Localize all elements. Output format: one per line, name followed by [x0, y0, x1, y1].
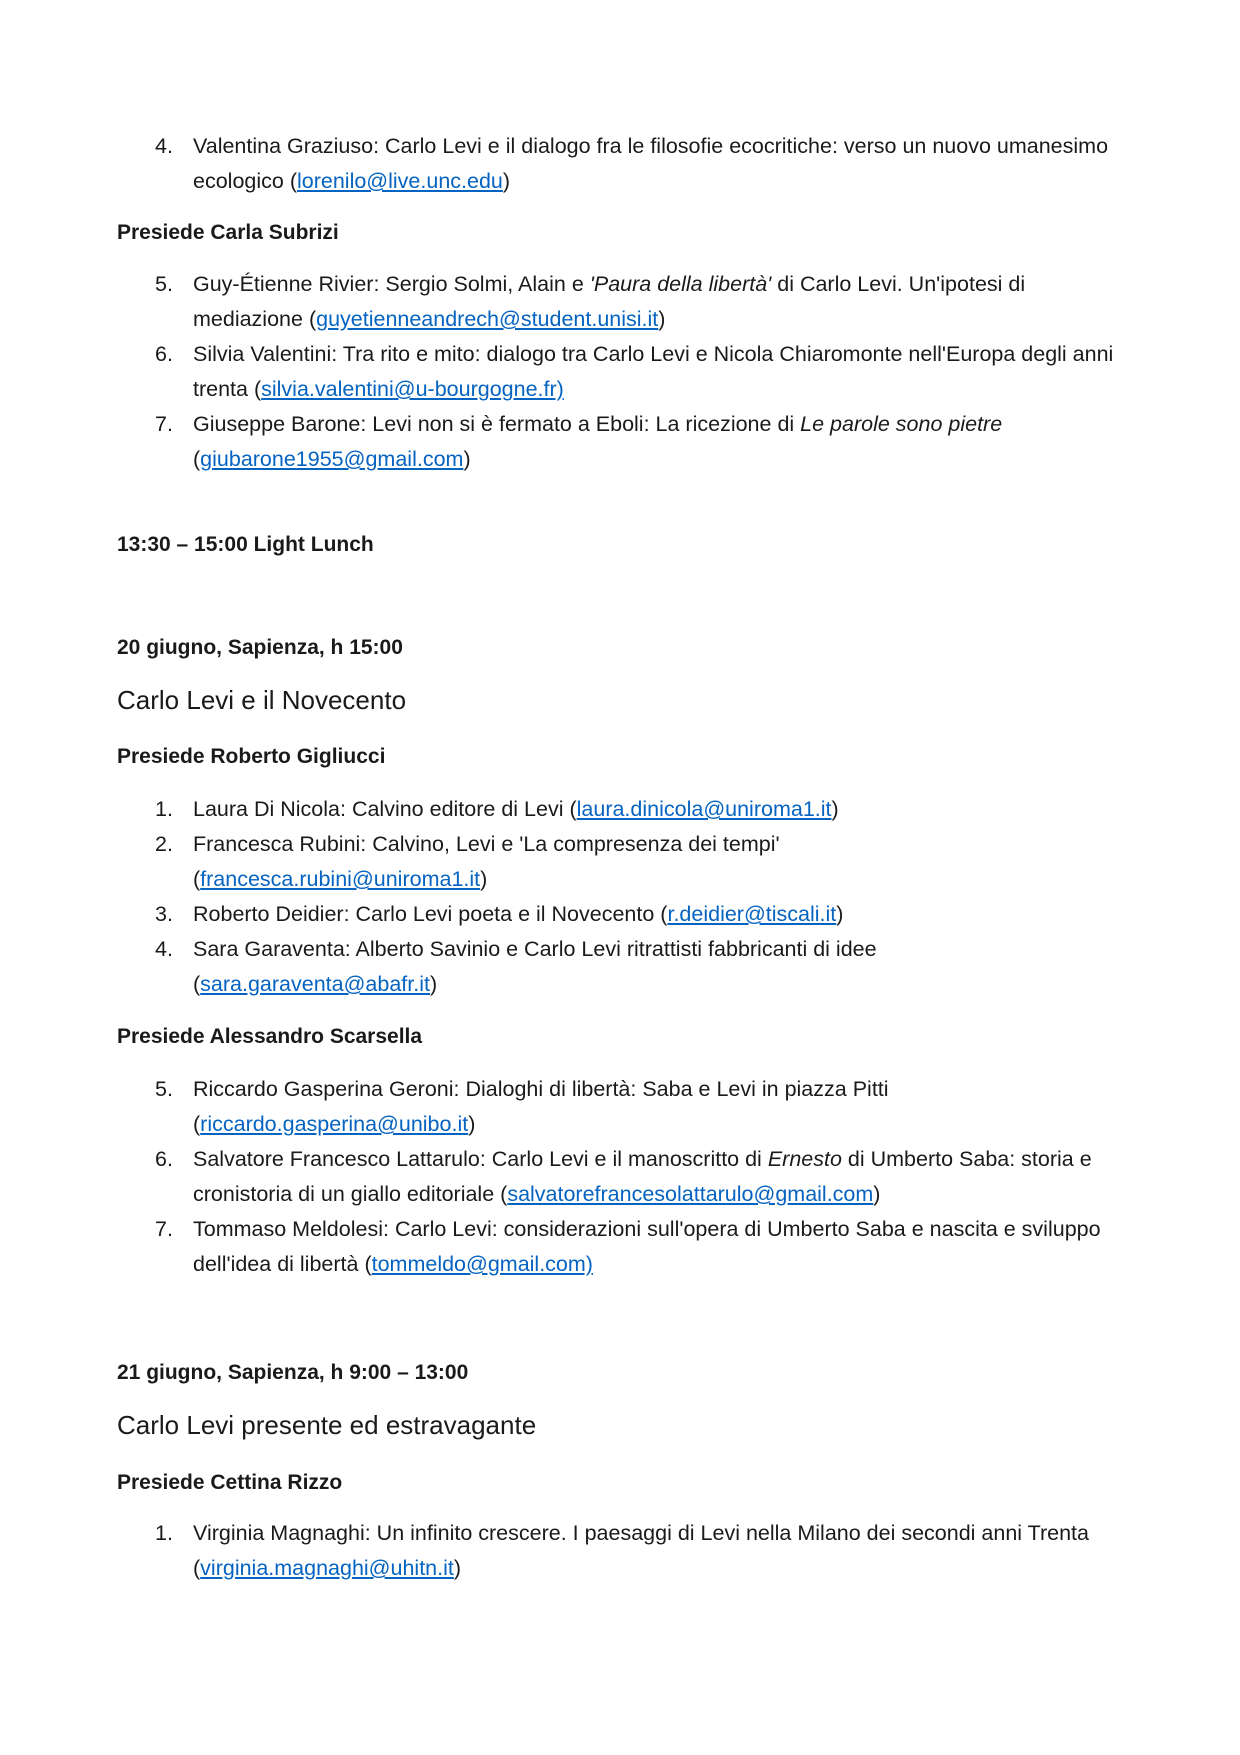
section-timebar	[117, 1359, 1127, 1387]
item-number: 4.	[155, 134, 173, 158]
talk-item: 7. Tommaso Meldolesi: Carlo Levi: considerazioni sull'opera di Umberto Saba e nascita e sviluppo dell'idea di libertà (tommeldo@gmail.com)	[117, 1212, 1127, 1282]
talk-list	[117, 1516, 1127, 1586]
closing-paren: )	[831, 797, 839, 821]
section-title	[117, 683, 1127, 717]
talk-title-text: di Carlo Levi. Un'ipotesi di mediazione	[193, 272, 1026, 331]
item-number: 4.	[155, 937, 173, 961]
talk-title-text: Calvino editore di Levi	[351, 797, 564, 821]
talk-list	[117, 267, 1127, 477]
item-number: 3.	[155, 902, 173, 926]
closing-paren: )	[429, 972, 438, 996]
speaker-email-link[interactable]: r.deidier@tiscali.it	[667, 902, 837, 926]
section-timebar	[117, 531, 1127, 559]
closing-paren: )	[873, 1182, 881, 1206]
session-title: Carlo Levi presente ed estravagante	[117, 1410, 537, 1440]
talk-title-text: Carlo Levi poeta e il Novecento	[355, 902, 655, 926]
speaker-email-link[interactable]: laura.dinicola@uniroma1.it	[576, 797, 832, 821]
speaker-email-link[interactable]: guyetienneandrech@student.unisi.it	[316, 307, 659, 331]
talk-item: 6. Salvatore Francesco Lattarulo: Carlo Levi e il manoscritto di Ernesto di Umberto Saba: storia e cronistoria di un giallo editoriale (salvatorefrancesolattarulo@gmail.com)	[117, 1142, 1127, 1212]
closing-paren: )	[836, 902, 844, 926]
section-timebar	[117, 634, 1127, 662]
speaker-email-link[interactable]: riccardo.gasperina@unibo.it	[200, 1112, 469, 1136]
closing-paren: )	[502, 169, 511, 193]
talk-list	[117, 129, 1127, 199]
item-number: 7.	[155, 412, 173, 436]
speaker-email-link[interactable]: sara.garaventa@abafr.it	[200, 972, 430, 996]
talk-title-text: Alberto Savinio e Carlo Levi ritrattisti fabbricanti di idee	[355, 937, 877, 961]
speaker-name: Salvatore Francesco Lattarulo	[193, 1147, 480, 1171]
item-number: 2.	[155, 832, 173, 856]
speaker-name: Virginia Magnaghi	[193, 1521, 365, 1545]
closing-paren: )	[463, 447, 471, 471]
speaker-name: Giuseppe Barone	[193, 412, 361, 436]
item-number: 6.	[155, 1147, 173, 1171]
speaker-email-link[interactable]: virginia.magnaghi@uhitn.it	[200, 1556, 454, 1580]
section-list	[117, 1516, 1127, 1586]
talk-title-text: Sergio Solmi, Alain e	[385, 272, 590, 296]
section-presiede	[117, 219, 1127, 247]
session-chair: Presiede Carla Subrizi	[117, 221, 339, 244]
section-list	[117, 1072, 1127, 1282]
talk-item: 5. Guy-Étienne Rivier: Sergio Solmi, Alain e 'Paura della libertà' di Carlo Levi. Un'ipotesi di mediazione (guyetienneandrech@student.unisi.it)	[117, 267, 1127, 337]
session-time: 20 giugno, Sapienza, h 15:00	[117, 636, 403, 659]
speaker-name: Guy-Étienne Rivier	[193, 272, 374, 296]
speaker-email-link[interactable]: tommeldo@gmail.com)	[371, 1252, 593, 1276]
talk-item: 1. Virginia Magnaghi: Un infinito crescere. I paesaggi di Levi nella Milano dei secondi anni Trenta (virginia.magnaghi@uhitn.it)	[117, 1516, 1127, 1586]
item-number: 5.	[155, 272, 173, 296]
speaker-email-link[interactable]: salvatorefrancesolattarulo@gmail.com	[507, 1182, 874, 1206]
section-presiede	[117, 1469, 1127, 1497]
session-title: Carlo Levi e il Novecento	[117, 685, 407, 715]
talk-title-text: Dialoghi di libertà: Saba e Levi in piazza Pitti	[465, 1077, 889, 1101]
speaker-email-link[interactable]: lorenilo@live.unc.edu	[296, 169, 503, 193]
talk-title-text: Carlo Levi e il dialogo fra le filosofie ecocritiche: verso un nuovo umanesimo ecologico	[193, 134, 1109, 193]
talk-title-text: di Umberto Saba: storia e cronistoria di un giallo editoriale	[193, 1147, 1092, 1206]
talk-item: 2. Francesca Rubini: Calvino, Levi e 'La compresenza dei tempi' (francesca.rubini@uniroma1.it)	[117, 827, 1127, 897]
closing-paren: )	[480, 867, 488, 891]
talk-title-text: Levi non si è fermato a Eboli: La ricezione di	[372, 412, 801, 436]
talk-title-text: Carlo Levi: considerazioni sull'opera di Umberto Saba e nascita e sviluppo dell'idea di libertà	[193, 1217, 1101, 1276]
talk-title-text: Calvino, Levi e 'La compresenza dei tempi'	[372, 832, 780, 856]
talk-item: 4. Valentina Graziuso: Carlo Levi e il dialogo fra le filosofie ecocritiche: verso un nuovo umanesimo ecologico (lorenilo@live.unc.edu)	[117, 129, 1127, 199]
section-presiede	[117, 743, 1127, 771]
item-number: 7.	[155, 1217, 173, 1241]
speaker-name: Tommaso Meldolesi	[193, 1217, 383, 1241]
talk-item: 7. Giuseppe Barone: Levi non si è fermato a Eboli: La ricezione di Le parole sono pietre (giubarone1955@gmail.com)	[117, 407, 1127, 477]
talk-item: 5. Riccardo Gasperina Geroni: Dialoghi di libertà: Saba e Levi in piazza Pitti (riccardo.gasperina@unibo.it)	[117, 1072, 1127, 1142]
speaker-name: Roberto Deidier	[193, 902, 344, 926]
talk-title-text: 'Paura della libertà'	[589, 272, 772, 296]
section-list	[117, 129, 1127, 199]
talk-title-text: Un infinito crescere. I paesaggi di Levi nella Milano dei secondi anni Trenta	[376, 1521, 1089, 1545]
speaker-name: Riccardo Gasperina Geroni	[193, 1077, 454, 1101]
speaker-email-link[interactable]: silvia.valentini@u-bourgogne.fr)	[261, 377, 564, 401]
talk-item: 3. Roberto Deidier: Carlo Levi poeta e il Novecento (r.deidier@tiscali.it)	[117, 897, 1127, 932]
speaker-name: Francesca Rubini	[193, 832, 361, 856]
section-list	[117, 792, 1127, 1002]
session-chair: Presiede Cettina Rizzo	[117, 1471, 343, 1494]
item-number: 5.	[155, 1077, 173, 1101]
speaker-email-link[interactable]: giubarone1955@gmail.com	[200, 447, 464, 471]
talk-item: 4. Sara Garaventa: Alberto Savinio e Carlo Levi ritrattisti fabbricanti di idee (sara.garaventa@abafr.it)	[117, 932, 1127, 1002]
closing-paren: )	[453, 1556, 462, 1580]
item-number: 6.	[155, 342, 173, 366]
session-time: 21 giugno, Sapienza, h 9:00 – 13:00	[117, 1361, 469, 1384]
section-list	[117, 267, 1127, 477]
session-time: 13:30 – 15:00 Light Lunch	[117, 533, 374, 556]
speaker-name: Silvia Valentini	[193, 342, 332, 366]
talk-title-text: Ernesto	[767, 1147, 842, 1171]
session-chair: Presiede Roberto Gigliucci	[117, 745, 386, 768]
item-number: 1.	[155, 1521, 173, 1545]
item-number: 1.	[155, 797, 173, 821]
session-chair: Presiede Alessandro Scarsella	[117, 1025, 423, 1048]
speaker-name: Valentina Graziuso	[193, 134, 374, 158]
talk-item: 6. Silvia Valentini: Tra rito e mito: dialogo tra Carlo Levi e Nicola Chiaromonte nell'Europa degli anni trenta (silvia.valentini@u-bourgogne.fr)	[117, 337, 1127, 407]
talk-title-text: Tra rito e mito: dialogo tra Carlo Levi e Nicola Chiaromonte nell'Europa degli anni trenta	[193, 342, 1114, 401]
section-presiede	[117, 1023, 1127, 1051]
talk-title-text: Le parole sono pietre	[800, 412, 1003, 436]
speaker-name: Laura Di Nicola	[193, 797, 340, 821]
talk-list	[117, 792, 1127, 1002]
talk-title-text: Carlo Levi e il manoscritto di	[491, 1147, 768, 1171]
speaker-name: Sara Garaventa	[193, 937, 345, 961]
closing-paren: )	[468, 1112, 476, 1136]
section-title	[117, 1408, 1127, 1442]
closing-paren: )	[658, 307, 666, 331]
talk-item: 1. Laura Di Nicola: Calvino editore di Levi (laura.dinicola@uniroma1.it)	[117, 792, 1127, 827]
speaker-email-link[interactable]: francesca.rubini@uniroma1.it	[200, 867, 481, 891]
talk-list	[117, 1072, 1127, 1282]
